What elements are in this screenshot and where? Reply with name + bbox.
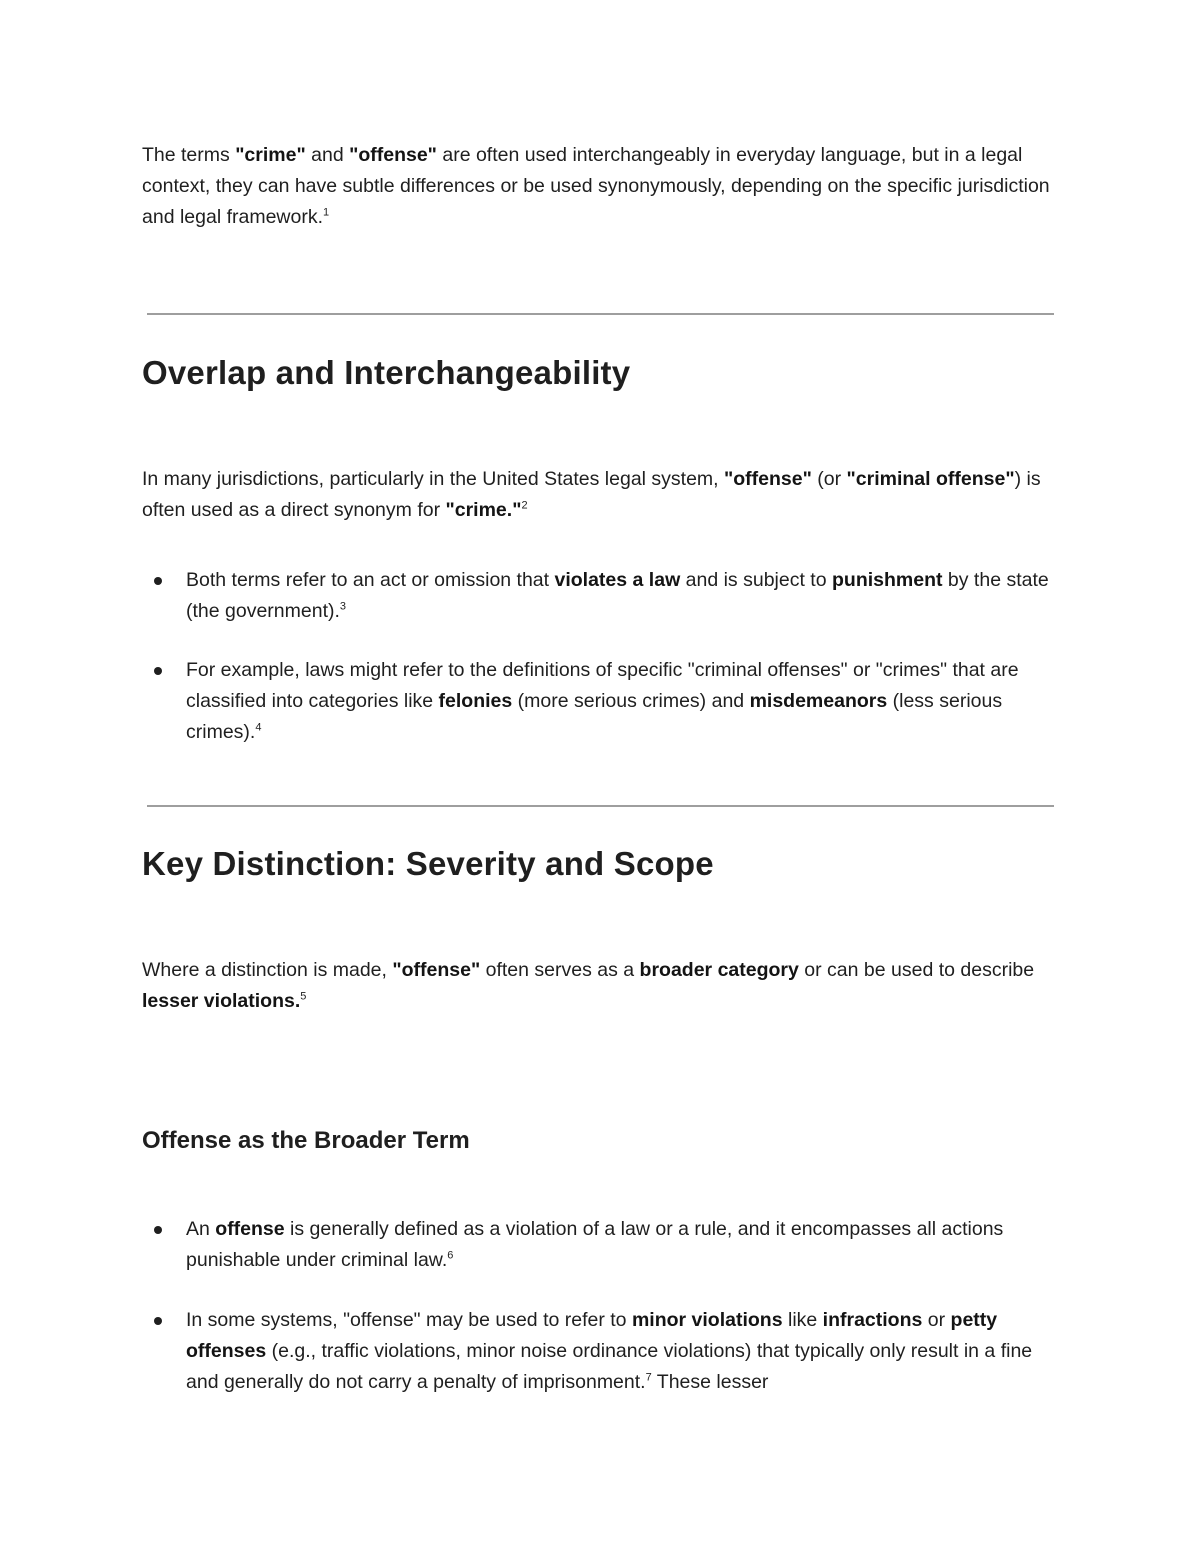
overlap-bullet-list: [142, 565, 1062, 748]
list-item: In some systems, "offense" may be used to refer to minor violations like infractions or petty offenses (e.g., traffic violations, minor noise ordinance violations) that typically only result in a fine and generally do not carry a penalty of imprisonment.$^7$ These lesser: [142, 1305, 1042, 1398]
footnote-ref[interactable]: 1: [323, 206, 330, 219]
bullet-icon: [154, 1317, 162, 1325]
bullet-icon: [154, 667, 162, 675]
footnote-ref[interactable]: 3: [339, 600, 347, 613]
list-item: For example, laws might refer to the definitions of specific "criminal offenses" or "crimes" that are classified into categories like felonies (more serious crimes) and misdemeanors (less serious crimes).$^4$: [142, 655, 1062, 748]
intro-paragraph: [142, 140, 1060, 233]
list-item: Both terms refer to an act or omission that violates a law and is subject to punishment by the state (the government).$^3$: [142, 565, 1062, 627]
broader-term-bullet-list: [142, 1214, 1042, 1398]
list-item: An offense is generally defined as a violation of a law or a rule, and it encompasses all actions punishable under criminal law.$^6$: [142, 1214, 1042, 1276]
section-heading-key-distinction: Key Distinction: Severity and Scope: [142, 845, 714, 882]
overlap-text: In many jurisdictions, particularly in the United States legal system, "offense" (or "criminal offense") is often used as a direct synonym for "crime."$^2$: [142, 468, 1041, 521]
distinction-text: Where a distinction is made, "offense" often serves as a broader category or can be used to describe lesser violations.$^5$: [142, 959, 1035, 1012]
bullet-icon: [154, 1226, 162, 1234]
distinction-paragraph: [142, 955, 1060, 1017]
footnote-ref[interactable]: 6: [447, 1249, 454, 1262]
footnote-ref[interactable]: 5: [300, 990, 307, 1003]
footnote-ref[interactable]: 4: [255, 721, 262, 734]
footnote-ref[interactable]: 2: [521, 499, 528, 512]
intro-text: The terms "crime" and "offense" are often used interchangeably in everyday language, but in a legal context, they can have subtle differences or be used synonymously, depending on the specific jurisdiction and legal framework.$^1$: [142, 144, 1050, 228]
section-divider: [147, 805, 1054, 807]
section-heading-overlap: Overlap and Interchangeability: [142, 354, 631, 391]
section-divider: [147, 313, 1054, 315]
bullet-icon: [154, 577, 162, 585]
footnote-ref[interactable]: 7: [645, 1371, 652, 1384]
subheading-broader-term: Offense as the Broader Term: [142, 1127, 470, 1154]
overlap-paragraph: [142, 464, 1042, 526]
